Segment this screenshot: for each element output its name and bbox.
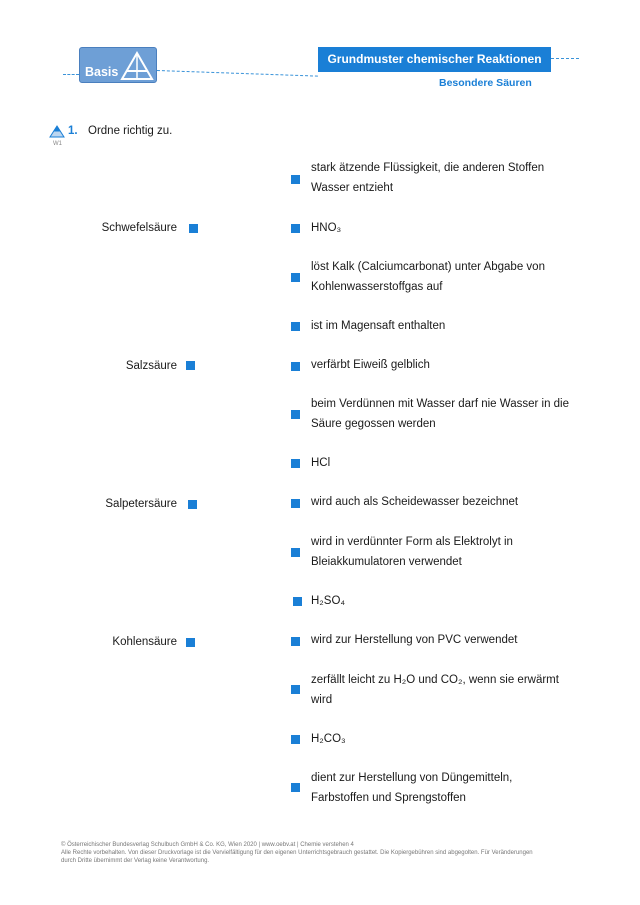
difficulty-triangle-icon xyxy=(49,125,65,138)
right-match-box[interactable] xyxy=(291,735,300,744)
left-match-box[interactable] xyxy=(186,638,195,647)
right-statement: verfärbt Eiweiß gelblich xyxy=(311,359,430,371)
level-triangle-icon xyxy=(120,51,154,81)
right-statement: HNO₃ xyxy=(311,222,342,234)
right-match-box[interactable] xyxy=(291,273,300,282)
right-match-box[interactable] xyxy=(293,597,302,606)
header-dash-middle xyxy=(157,70,318,77)
task-number: 1. xyxy=(68,125,78,137)
right-statement: HCl xyxy=(311,457,331,469)
left-match-box[interactable] xyxy=(188,500,197,509)
right-statement: wird in verdünnter Form als Elektrolyt in Bleiakkumulatoren verwendet xyxy=(311,536,513,568)
basis-logo xyxy=(79,47,157,83)
left-match-box[interactable] xyxy=(186,361,195,370)
right-match-box[interactable] xyxy=(291,322,300,331)
left-term: Salzsäure xyxy=(125,360,177,372)
right-match-box[interactable] xyxy=(291,499,300,508)
footer-rights: Alle Rechte vorbehalten. Von dieser Druckvorlage ist die Vervielfältigung für den eigenen Unterrichtsgebrauch gestattet. Die Kopiergebühren sind abgegolten. Für Veränderungen xyxy=(61,850,533,856)
right-match-box[interactable] xyxy=(291,224,300,233)
right-match-box[interactable] xyxy=(291,459,300,468)
right-match-box[interactable] xyxy=(291,685,300,694)
footer-disclaimer: durch Dritte übernimmt der Verlag keine Verantwortung. xyxy=(61,858,210,864)
left-term: Schwefelsäure xyxy=(101,222,177,234)
left-match-box[interactable] xyxy=(189,224,198,233)
right-statement: wird zur Herstellung von PVC verwendet xyxy=(311,634,518,646)
left-term: Kohlensäure xyxy=(112,636,177,648)
task-code: W1 xyxy=(53,141,62,147)
header-dash-right xyxy=(551,58,579,59)
right-match-box[interactable] xyxy=(291,175,300,184)
logo-text: Basis xyxy=(85,65,119,79)
right-statement: ist im Magensaft enthalten xyxy=(311,320,446,332)
right-match-box[interactable] xyxy=(291,637,300,646)
left-term: Salpetersäure xyxy=(105,498,177,510)
right-match-box[interactable] xyxy=(291,362,300,371)
right-statement: H₂SO₄ xyxy=(311,595,346,607)
header-dash-left xyxy=(63,74,79,75)
chapter-title: Grundmuster chemischer Reaktionen xyxy=(318,47,551,72)
section-subtitle: Besondere Säuren xyxy=(439,77,532,89)
right-statement: dient zur Herstellung von Düngemitteln, Farbstoffen und Sprengstoffen xyxy=(311,772,513,804)
right-statement: wird auch als Scheidewasser bezeichnet xyxy=(311,496,519,508)
footer-copyright: © Österreichischer Bundesverlag Schulbuch GmbH & Co. KG, Wien 2020 | www.oebv.at | Chemie verstehen 4 xyxy=(61,842,354,848)
right-statement: löst Kalk (Calciumcarbonat) unter Abgabe von Kohlenwasserstoffgas auf xyxy=(311,261,545,293)
right-match-box[interactable] xyxy=(291,548,300,557)
right-statement: beim Verdünnen mit Wasser darf nie Wasser in die Säure gegossen werden xyxy=(311,398,570,430)
right-statement: zerfällt leicht zu H₂O und CO₂, wenn sie erwärmt wird xyxy=(311,674,559,706)
right-statement: stark ätzende Flüssigkeit, die anderen Stoffen Wasser entzieht xyxy=(311,162,545,194)
right-match-box[interactable] xyxy=(291,410,300,419)
right-match-box[interactable] xyxy=(291,783,300,792)
task-instruction: Ordne richtig zu. xyxy=(88,125,173,137)
right-statement: H₂CO₃ xyxy=(311,733,346,745)
